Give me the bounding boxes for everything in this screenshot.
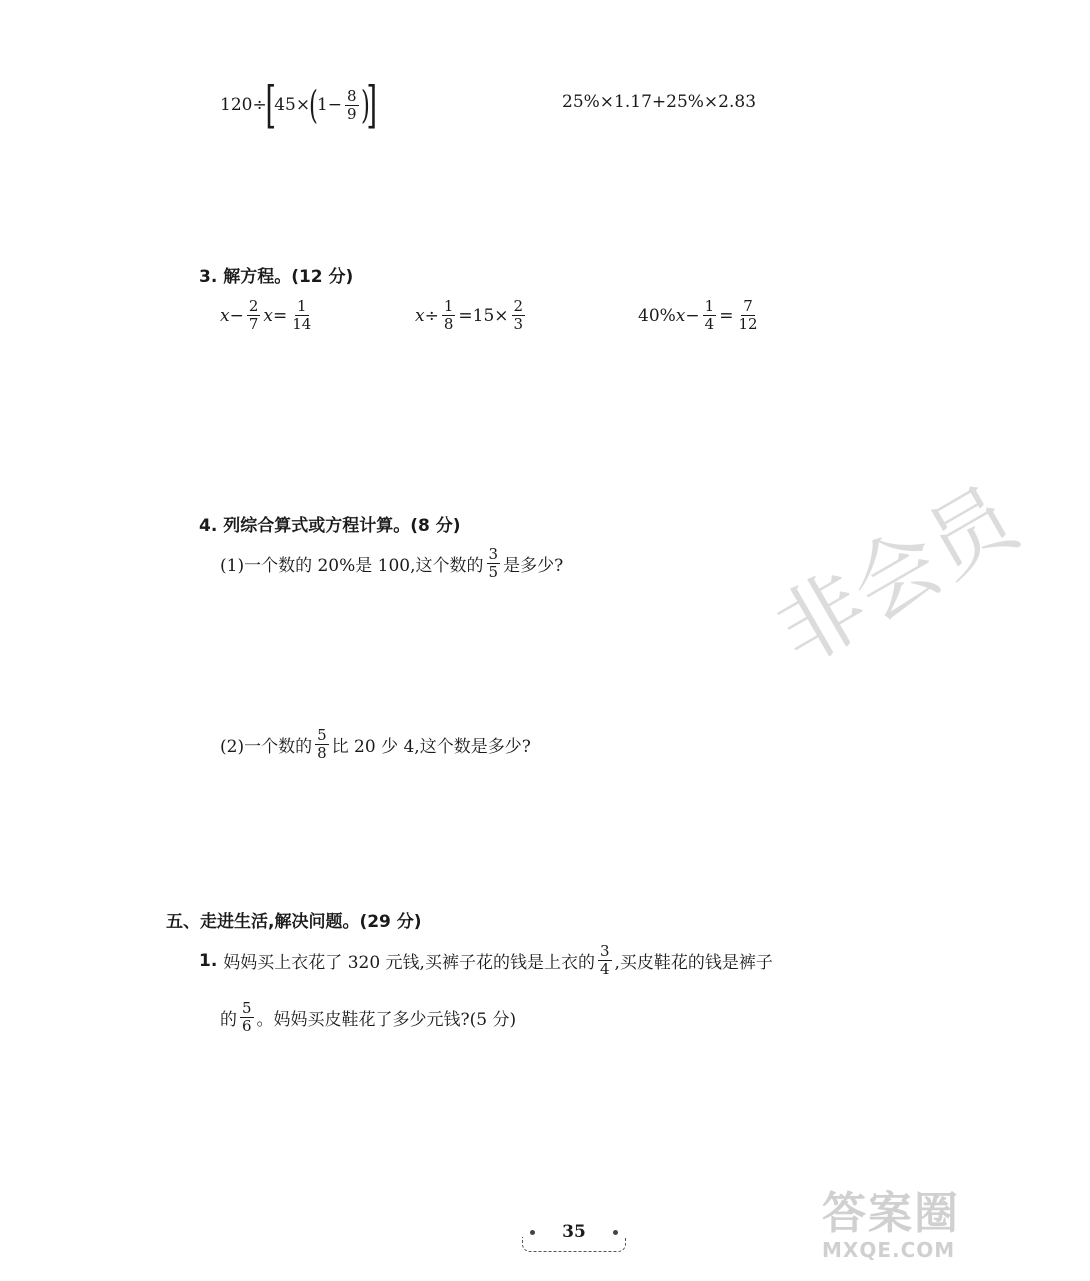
expr-part-c: 1− (316, 95, 342, 115)
q4-title: 4. 列综合算式或方程计算。(8 分) (199, 516, 461, 536)
page-number-box (522, 1222, 626, 1252)
dashed-border (522, 1237, 626, 1252)
q4-part-2: (2)一个数的 $\frac{5}{8}$ 比 20 少 4,这个数是多少? (220, 726, 531, 762)
right-square-bracket: ] (366, 76, 378, 134)
equation-3: 40% x − $\frac{1}{4}$ = $\frac{7}{12}$ (638, 297, 758, 333)
fraction: $\frac{1}{8}$ (443, 297, 454, 333)
expr-part-b: 45× (274, 95, 311, 115)
left-square-bracket: [ (265, 76, 276, 134)
expr-part-a: 120÷ (220, 95, 267, 115)
expression-percent: 25%×1.17+25%×2.83 (562, 92, 757, 112)
fraction: $\frac{2}{3}$ (513, 297, 524, 333)
site-logo (822, 1190, 992, 1276)
fraction: $\frac{1}{14}$ (292, 297, 312, 333)
q4-part-1: (1)一个数的 20%是 100,这个数的 $\frac{3}{5}$ 是多少? (220, 545, 564, 581)
fraction: $\frac{5}{6}$ (242, 999, 252, 1035)
equation-2: x ÷ $\frac{1}{8}$ =15× $\frac{2}{3}$ (415, 297, 524, 333)
fraction: $\frac{1}{4}$ (704, 297, 715, 333)
right-paren: ) (360, 83, 370, 127)
fraction: $\frac{2}{7}$ (248, 297, 259, 333)
logo-text: 答案圈 (822, 1188, 960, 1239)
fraction: $\frac{3}{5}$ (488, 545, 499, 581)
equation-1: x − $\frac{2}{7}$ x = $\frac{1}{14}$ (220, 297, 312, 333)
left-paren: ( (309, 83, 318, 127)
watermark-text: 非会员 (760, 468, 1034, 684)
q5-1-number: 1. (199, 950, 218, 971)
expression-bracket (220, 76, 378, 134)
q5-1-line-2: 的 $\frac{5}{6}$ 。妈妈买皮鞋花了多少元钱?(5 分) (220, 999, 517, 1035)
q5-1-line-1: 1. 妈妈买上衣花了 320 元钱,买裤子花的钱是上衣的 $\frac{3}{4}$ ,买皮鞋花的钱是裤子 (199, 942, 773, 978)
q3-title: 3. 解方程。(12 分) (199, 267, 354, 287)
fraction: $\frac{7}{12}$ (738, 297, 758, 333)
fraction: $\frac{8}{9}$ (347, 86, 357, 123)
page-number: 35 (562, 1222, 586, 1242)
logo-url: MXQE.COM (822, 1238, 956, 1262)
fraction: $\frac{5}{8}$ (317, 726, 327, 762)
section-5-title: 五、走进生活,解决问题。(29 分) (166, 912, 422, 932)
fraction: $\frac{3}{4}$ (599, 942, 610, 978)
